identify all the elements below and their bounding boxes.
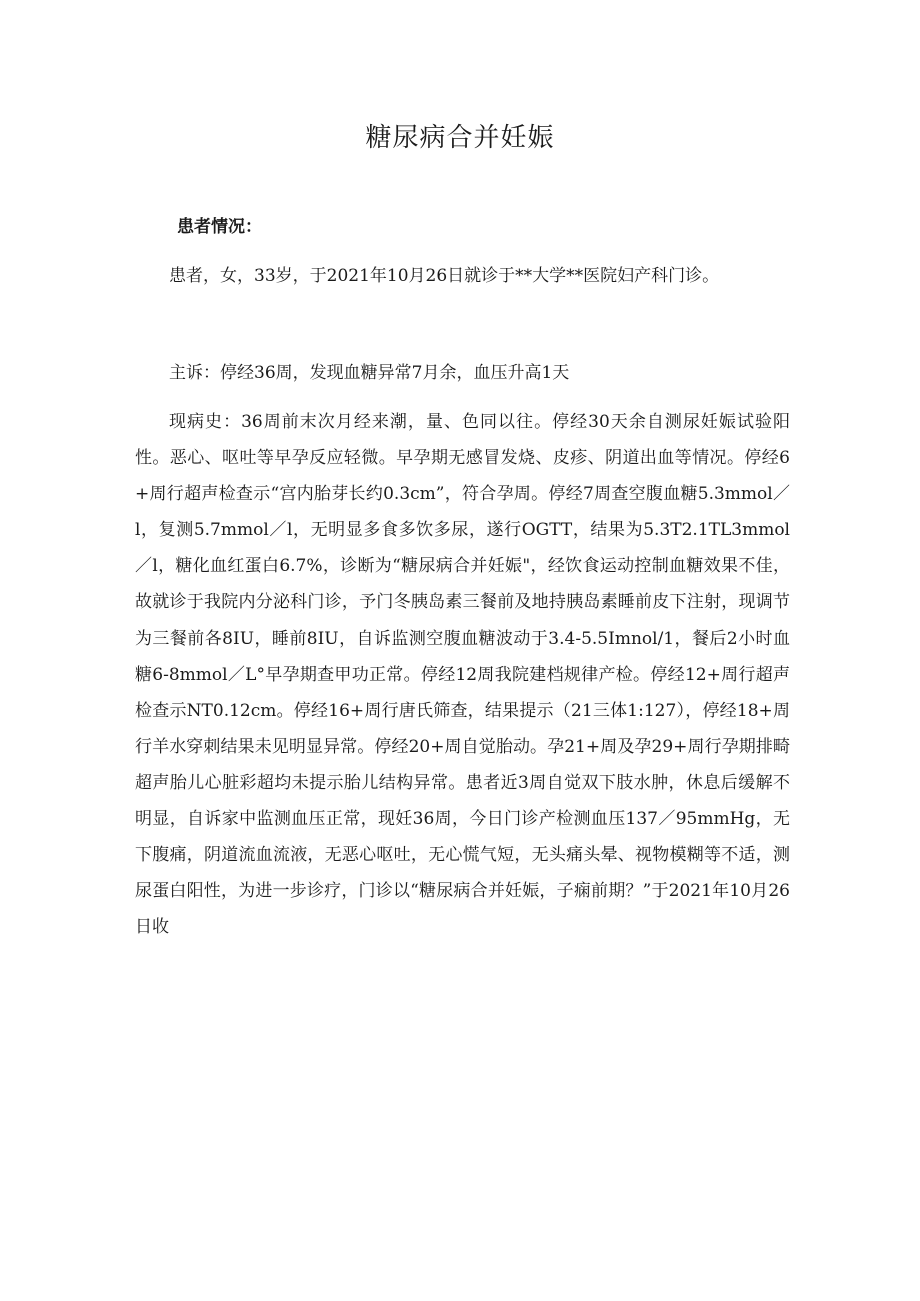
- paragraph-present-illness-history: 现病史：36周前末次月经来潮，量、色同以往。停经30天余自测尿妊娠试验阳性。恶心、呕吐等早孕反应轻微。早孕期无感冒发烧、皮疹、阴道出血等情况。停经6+周行超声检查示“宫内胎芽长约0.3cm”，符合孕周。停经7周查空腹血糖5.3mmol／l，复测5.7mmol／l，无明显多食多饮多尿，遂行OGTT，结果为5.3T2.1TL3mmol／l，糖化血红蛋白6.7%，诊断为“糖尿病合并妊娠"，经饮食运动控制血糖效果不佳，故就诊于我院内分泌科门诊，予门冬胰岛素三餐前及地持胰岛素睡前皮下注射，现调节为三餐前各8IU，睡前8IU，自诉监测空腹血糖波动于3.4-5.5Imnol/1，餐后2小时血糖6-8mmol／L°早孕期查甲功正常。停经12周我院建档规律产检。停经12+周行超声检查示NT0.12cm。停经16+周行唐氏筛查，结果提示（21三体1:127），停经18+周行羊水穿刺结果未见明显异常。停经20+周自觉胎动。孕21+周及孕29+周行孕期排畸超声胎儿心脏彩超均未提示胎儿结构异常。患者近3周自觉双下肢水肿，休息后缓解不明显，自诉家中监测血压正常，现妊36周，今日门诊产检测血压137／95mmHg，无下腹痛，阴道流血流液，无恶心呕吐，无心慌气短，无头痛头晕、视物模糊等不适，测尿蛋白阳性，为进一步诊疗，门诊以“糖尿病合并妊娠，子痫前期？”于2021年10月26日收: [135, 412, 790, 938]
- document-title: 糖尿病合并妊娠: [365, 123, 555, 153]
- paragraph-chief-complaint: 主诉：停经36周，发现血糖异常7月余，血压升高1天: [169, 363, 570, 383]
- section-label-patient-info: 患者情况：: [177, 217, 262, 237]
- paragraph-patient-basic-info: 患者，女，33岁，于2021年10月26日就诊于**大学**医院妇产科门诊。: [169, 266, 720, 286]
